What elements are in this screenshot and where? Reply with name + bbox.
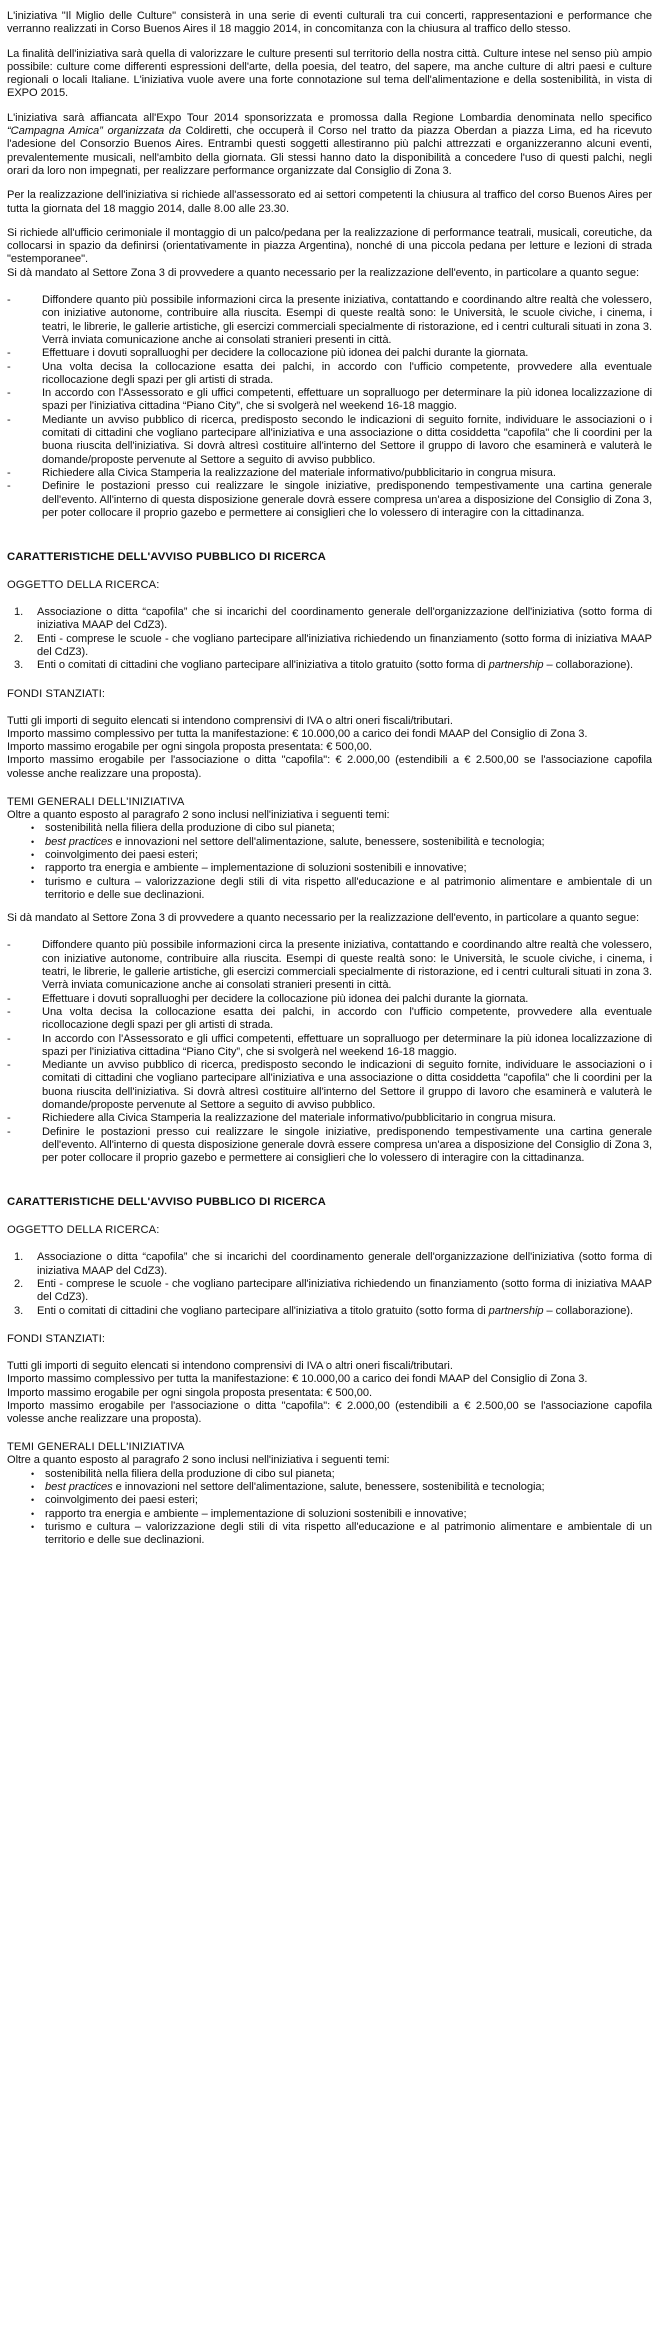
spacer <box>7 925 652 939</box>
bullet-marker-icon: • <box>31 849 35 860</box>
list-item-text: e innovazioni nel settore dell'alimentazione, salute, benessere, sostenibilità e tecnologia; <box>112 835 545 848</box>
dash-marker-icon: - <box>7 466 11 479</box>
expo-text-pre: L'iniziativa sarà affiancata all'Expo Tour 2014 sponsorizzata e promossa dalla Regione Lombardia denominata nello specifico <box>7 111 652 124</box>
dash-marker-icon: - <box>7 992 11 1005</box>
intro-paragraph-1: L'iniziativa "Il Miglio delle Culture" consisterà in una serie di eventi culturali tra cui concerti, rappresentazioni e performance che verranno realizzati in Corso Buenos Aires il 18 maggio 2014, in concomitanza con la chiusura al traffico dello stesso. <box>7 10 652 36</box>
spacer <box>7 520 652 550</box>
fondi-line-3: Importo massimo erogabile per ogni singola proposta presentata: € 500,00. <box>7 1386 373 1399</box>
spacer <box>7 781 652 795</box>
mandato-task-list-2 <box>7 939 652 1165</box>
list-item <box>7 1305 652 1318</box>
list-item-text-post: – collaborazione). <box>543 659 633 672</box>
fondi-line-1: Tutti gli importi di seguito elencati si intendono comprensivi di IVA o altri oneri fiscali/tributari. <box>7 714 453 727</box>
list-item-text: turismo e cultura – valorizzazione degli stili di vita rispetto all'educazione e al patrimonio alimentare e ambientale di un territorio e delle sue declinazioni. <box>45 875 652 901</box>
list-item-text: Diffondere quanto più possibile informazioni circa la presente iniziativa, contattando e coordinando altre realtà che volessero, con iniziative autonome, contribuire alla riuscita. Esempi di queste realtà sono: le Università, le scuole civiche, i cinema, i teatri, le librerie, le gallerie artistiche, gli esercizi commerciali specialmente di ristorazione, ed i centri culturali situati in zona 3. Verrà inviata comunicazione anche ai consolati stranieri presenti in città. <box>42 294 652 346</box>
list-item-text: coinvolgimento dei paesi esteri; <box>45 848 198 861</box>
bullet-marker-icon: • <box>31 1468 35 1479</box>
spacer <box>7 1165 652 1195</box>
list-item-text: Enti o comitati di cittadini che vogliano partecipare all'iniziativa a titolo gratuito (sotto forma di <box>37 659 489 672</box>
dash-marker-icon: - <box>7 1112 11 1125</box>
partnership-italic: partnership <box>488 1304 544 1317</box>
list-item <box>7 467 652 480</box>
intro-paragraph-2: La finalità dell'iniziativa sarà quella di valorizzare le culture presenti sul territorio della nostra città. Culture intese nel senso più ampio possibile: culture come differenti espressioni dell'arte, della poesia, del teatro, del sapere, ma anche culture di altri paesi e culture regionali o locali Italiane. L'iniziativa vuole avere una forte connotazione sul tema dell'alimentazione e della sostenibilità, in vista di EXPO 2015. <box>7 47 652 100</box>
temi-list-1 <box>7 822 652 902</box>
list-item-text: Definire le postazioni presso cui realizzare le singole iniziative, predisponendo tempestivamente una cartina generale dell'evento. All'interno di questa disposizione generale dovrà essere compresa un'area a disposizione del Consiglio di Zona 3, per poter collocare il proprio gazebo e permettere ai consiglieri che lo volessero di interagire con la cittadinanza. <box>42 480 652 519</box>
subheading-temi-2: TEMI GENERALI DELL'INIZIATIVA <box>7 1441 185 1454</box>
list-number: 2. <box>14 632 24 645</box>
list-item <box>7 414 652 467</box>
temi-list-2 <box>7 1468 652 1548</box>
list-item-text: In accordo con l'Assessorato e gli uffici competenti, effettuare un sopralluogo per determinare la più idonea localizzazione di spazi per l'iniziativa cittadina “Piano City”, che si svolgerà nel weekend 16-18 maggio. <box>42 1032 652 1058</box>
list-item-text: Mediante un avviso pubblico di ricerca, predisposto secondo le indicazioni di seguito fornite, individuare le associazioni o i comitati di cittadini che vogliano partecipare all'iniziativa e una associazione o ditta cosiddetta "capofila" che li coordini per la buona riuscita dell'iniziativa. Si dovrà altresì costituire all'interno del Settore il gruppo di lavoro che esaminerà e valuterà le domande/proposte pervenute al Settore a seguito di avviso pubblico. <box>42 1059 652 1111</box>
campagna-amica-italic: “Campagna Amica” organizzata da <box>7 125 181 138</box>
dash-marker-icon: - <box>7 294 11 307</box>
list-item <box>7 836 652 849</box>
list-item <box>7 606 652 633</box>
spacer <box>7 1346 652 1360</box>
list-item <box>7 1468 652 1481</box>
list-item-text: Associazione o ditta “capofila” che si incarichi del coordinamento generale dell'organizzazione dell'iniziativa (sotto forma di iniziativa MAAP del CdZ3). <box>37 1251 652 1277</box>
list-item <box>7 1059 652 1112</box>
dash-marker-icon: - <box>7 1005 11 1018</box>
list-item <box>7 1278 652 1305</box>
oggetto-list-1 <box>7 606 652 672</box>
fondi-line-2: Importo massimo complessivo per tutta la manifestazione: € 10.000,00 a carico dei fondi MAAP del Consiglio di Zona 3. <box>7 1373 588 1386</box>
mandato-task-list-1 <box>7 294 652 520</box>
dash-marker-icon: - <box>7 413 11 426</box>
list-number: 3. <box>14 659 24 672</box>
spacer <box>7 701 652 715</box>
list-item-text: coinvolgimento dei paesi esteri; <box>45 1494 198 1507</box>
list-item-text: Una volta decisa la collocazione esatta dei palchi, in accordo con l'ufficio competente, provvedere alla eventuale ricollocazione degli spazi per gli artisti di strada. <box>42 1005 652 1032</box>
spacer <box>7 592 652 606</box>
list-item <box>7 347 652 360</box>
list-item-text: Enti - comprese le scuole - che vogliano partecipare all'iniziativa richiedendo un finanziamento (sotto forma di iniziativa MAAP del CdZ3). <box>37 632 652 658</box>
spacer <box>7 280 652 294</box>
spacer <box>7 1318 652 1332</box>
subheading-oggetto-1: OGGETTO DELLA RICERCA: <box>7 579 160 592</box>
dash-marker-icon: - <box>7 480 11 493</box>
list-item-text: Definire le postazioni presso cui realizzare le singole iniziative, predisponendo tempestivamente una cartina generale dell'evento. All'interno di questa disposizione generale dovrà essere compresa un'area a disposizione del Consiglio di Zona 3, per poter collocare il proprio gazebo e permettere ai consiglieri che lo volessero di interagire con la cittadinanza. <box>42 1125 652 1165</box>
list-item <box>7 1112 652 1125</box>
list-item <box>7 1251 652 1278</box>
spacer <box>7 1209 652 1223</box>
bullet-marker-icon: • <box>31 863 35 874</box>
dash-marker-icon: - <box>7 1032 11 1045</box>
list-item-text: Enti - comprese le scuole - che vogliano partecipare all'iniziativa richiedendo un finanziamento (sotto forma di iniziativa MAAP del CdZ3). <box>37 1278 652 1304</box>
ufficio-cerimoniale-paragraph: Si richiede all'ufficio cerimoniale il montaggio di un palco/pedana per la realizzazione di performance teatrali, musicali, coreutiche, da collocarsi in spazio da definirsi (orientativamente in piazza Argentina), nonché di una piccola pedana per letture e lezioni di strada "estemporanee". <box>7 226 652 266</box>
fondi-line-1: Tutti gli importi di seguito elencati si intendono comprensivi di IVA o altri oneri fiscali/tributari. <box>7 1359 453 1372</box>
list-item-text: Associazione o ditta “capofila” che si incarichi del coordinamento generale dell'organizzazione dell'iniziativa (sotto forma di iniziativa MAAP del CdZ3). <box>37 606 652 632</box>
list-item-text: rapporto tra energia e ambiente – implementazione di soluzioni sostenibili e innovative; <box>45 1507 467 1520</box>
list-item <box>7 939 652 992</box>
list-item-text: turismo e cultura – valorizzazione degli stili di vita rispetto all'educazione e al patrimonio alimentare e ambientale di un territorio e delle sue declinazioni. <box>45 1520 652 1547</box>
list-item <box>7 1033 652 1060</box>
list-item <box>7 849 652 862</box>
list-item-text: Enti o comitati di cittadini che vogliano partecipare all'iniziativa a titolo gratuito (sotto forma di <box>37 1304 489 1317</box>
mandato-settore-paragraph-2: Si dà mandato al Settore Zona 3 di provvedere a quanto necessario per la realizzazione dell'evento, in particolare a quanto segue: <box>7 912 639 925</box>
partnership-italic: partnership <box>488 659 544 672</box>
list-item <box>7 633 652 660</box>
fondi-line-4: Importo massimo erogabile per l'associazione o ditta "capofila": € 2.000,00 (estendibili a € 2.500,00 se l'associazione capofila volesse anche realizzare una proposta). <box>7 754 652 780</box>
list-item-text: Diffondere quanto più possibile informazioni circa la presente iniziativa, contattando e coordinando altre realtà che volessero, con iniziative autonome, contribuire alla riuscita. Esempi di queste realtà sono: le Università, le scuole civiche, i cinema, i teatri, le librerie, le gallerie artistiche, gli esercizi commerciali specialmente di ristorazione, ed i centri culturali situati in zona 3. Verrà inviata comunicazione anche ai consolati stranieri presenti in città. <box>42 939 652 992</box>
bullet-marker-icon: • <box>31 836 35 847</box>
temi-intro-2: Oltre a quanto esposto al paragrafo 2 sono inclusi nell'iniziativa i seguenti temi: <box>7 1454 390 1467</box>
best-practices-italic: best practices <box>45 835 113 848</box>
dash-marker-icon: - <box>7 360 11 373</box>
section-heading-caratteristiche-2: CARATTERISTICHE DELL'AVVISO PUBBLICO DI RICERCA <box>7 1196 326 1209</box>
list-item <box>7 361 652 388</box>
list-item-text: Effettuare i dovuti sopralluoghi per decidere la collocazione più idonea dei palchi durante la giornata. <box>42 992 529 1005</box>
list-item <box>7 876 652 903</box>
bullet-marker-icon: • <box>31 1521 35 1532</box>
list-item <box>7 294 652 347</box>
spacer <box>7 564 652 578</box>
list-item <box>7 1521 652 1548</box>
spacer <box>7 673 652 687</box>
chiusura-traffico-paragraph: Per la realizzazione dell'iniziativa si richiede all'assessorato ed ai settori competenti la chiusura al traffico del corso Buenos Aires per tutta la giornata del 18 maggio 2014, dalle 8.00 alle 23.30. <box>7 189 652 215</box>
subheading-temi-1: TEMI GENERALI DELL'INIZIATIVA <box>7 796 185 809</box>
mandato-settore-paragraph-1: Si dà mandato al Settore Zona 3 di provvedere a quanto necessario per la realizzazione dell'evento, in particolare a quanto segue: <box>7 266 639 279</box>
list-number: 1. <box>14 606 24 619</box>
list-item-text: In accordo con l'Assessorato e gli uffici competenti, effettuare un sopralluogo per determinare la più idonea localizzazione di spazi per l'iniziativa cittadina “Piano City”, che si svolgerà nel weekend 16-18 maggio. <box>42 387 652 413</box>
temi-intro-1: Oltre a quanto esposto al paragrafo 2 sono inclusi nell'iniziativa i seguenti temi: <box>7 809 390 822</box>
expo-text-post: Coldiretti, che occuperà il Corso nel tratto da piazza Oberdan a piazza Lima, ed ha ricevuto l'adesione del Consorzio Buenos Aires. Entrambi questi soggetti allestiranno più palchi attrezzati e organizzeranno alcuni eventi, prevalentemente musicali, nell'ambito della giornata. Gli stessi hanno dato la disponibilità a concedere l'uso di questi palchi, negli orari da loro non impegnati, per realizzare performance organizzate dal Consiglio di Zona 3. <box>7 125 652 177</box>
subheading-fondi-2: FONDI STANZIATI: <box>7 1332 106 1345</box>
fondi-line-3: Importo massimo erogabile per ogni singola proposta presentata: € 500,00. <box>7 741 373 754</box>
list-number: 3. <box>14 1304 24 1317</box>
spacer <box>7 1237 652 1251</box>
list-item <box>7 1006 652 1033</box>
dash-marker-icon: - <box>7 387 11 400</box>
list-item <box>7 1494 652 1507</box>
dash-marker-icon: - <box>7 1059 11 1072</box>
dash-marker-icon: - <box>7 347 11 360</box>
list-item <box>7 1126 652 1166</box>
list-item-text: sostenibilità nella filiera della produzione di cibo sul pianeta; <box>45 1467 335 1480</box>
list-item-text: e innovazioni nel settore dell'alimentazione, salute, benessere, sostenibilità e tecnologia; <box>112 1481 545 1494</box>
list-item-text: Una volta decisa la collocazione esatta dei palchi, in accordo con l'ufficio competente, provvedere alla eventuale ricollocazione degli spazi per gli artisti di strada. <box>42 360 652 386</box>
bullet-marker-icon: • <box>31 1495 35 1506</box>
list-item <box>7 993 652 1006</box>
list-item-text: sostenibilità nella filiera della produzione di cibo sul pianeta; <box>45 822 335 835</box>
fondi-line-2: Importo massimo complessivo per tutta la manifestazione: € 10.000,00 a carico dei fondi MAAP del Consiglio di Zona 3. <box>7 727 588 740</box>
list-item <box>7 1508 652 1521</box>
fondi-line-4: Importo massimo erogabile per l'associazione o ditta "capofila": € 2.000,00 (estendibili a € 2.500,00 se l'associazione capofila volesse anche realizzare una proposta). <box>7 1399 652 1426</box>
section-heading-caratteristiche-1: CARATTERISTICHE DELL'AVVISO PUBBLICO DI RICERCA <box>7 551 326 564</box>
list-item-text: Richiedere alla Civica Stamperia la realizzazione del materiale informativo/pubblicitario in congrua misura. <box>42 466 556 479</box>
bullet-marker-icon: • <box>31 823 35 834</box>
expo-tour-paragraph <box>7 112 652 178</box>
subheading-fondi-1: FONDI STANZIATI: <box>7 687 106 700</box>
list-number: 2. <box>14 1278 24 1291</box>
list-item-text: Effettuare i dovuti sopralluoghi per decidere la collocazione più idonea dei palchi durante la giornata. <box>42 347 529 360</box>
list-item <box>7 480 652 520</box>
bullet-marker-icon: • <box>31 876 35 887</box>
list-item-text: Richiedere alla Civica Stamperia la realizzazione del materiale informativo/pubblicitario in congrua misura. <box>42 1112 556 1125</box>
subheading-oggetto-2: OGGETTO DELLA RICERCA: <box>7 1224 160 1237</box>
spacer <box>7 902 652 912</box>
list-item <box>7 862 652 875</box>
list-item <box>7 659 652 672</box>
list-item <box>7 822 652 835</box>
dash-marker-icon: - <box>7 939 11 952</box>
list-item-text: Mediante un avviso pubblico di ricerca, predisposto secondo le indicazioni di seguito fornite, individuare le associazioni o i comitati di cittadini che vogliano partecipare all'iniziativa e una associazione o ditta cosiddetta "capofila" che li coordini per la buona riuscita dell'iniziativa. Si dovrà altresì costituire all'interno del Settore il gruppo di lavoro che esaminerà e valuterà le domande/proposte pervenute al Settore a seguito di avviso pubblico. <box>42 413 652 466</box>
best-practices-italic: best practices <box>45 1481 113 1494</box>
oggetto-list-2 <box>7 1251 652 1317</box>
list-item-text: rapporto tra energia e ambiente – implementazione di soluzioni sostenibili e innovative; <box>45 862 467 875</box>
spacer <box>7 1426 652 1440</box>
list-item <box>7 387 652 414</box>
list-number: 1. <box>14 1251 24 1264</box>
list-item <box>7 1481 652 1494</box>
bullet-marker-icon: • <box>31 1508 35 1519</box>
bullet-marker-icon: • <box>31 1482 35 1493</box>
list-item-text-post: – collaborazione). <box>543 1304 633 1317</box>
dash-marker-icon: - <box>7 1125 11 1138</box>
